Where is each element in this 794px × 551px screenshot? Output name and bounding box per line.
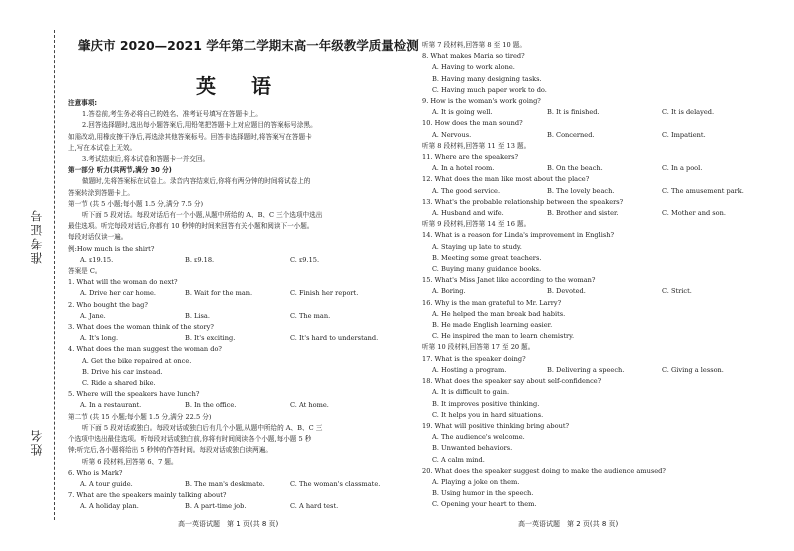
part1-instruction: 答案转涂到答题卡上。	[68, 188, 134, 197]
option-a: A. Jane.	[80, 311, 106, 320]
cut-line	[54, 30, 55, 520]
section-intro: 听第 10 段材料,回答第 17 至 20 题。	[422, 343, 535, 352]
option-b: B. The man's deskmate.	[185, 479, 265, 488]
question: 5. Where will the speakers have lunch?	[68, 390, 200, 399]
section2-instruction: 个选项中选出最佳选项。听每段对话或独白前,你将有时间阅读各个小题,每小题 5 秒	[68, 435, 312, 444]
option-b: B. He made English learning easier.	[432, 321, 553, 330]
option-b: B. Unwanted behaviors.	[432, 444, 513, 453]
option-a: A. A tour guide.	[80, 479, 133, 488]
section2-instruction: 听下面 5 段对话或独白。每段对话或独白后有几个小题,从题中所给的 A、B、C 三	[82, 423, 323, 432]
option-a: A. Boring.	[432, 287, 466, 296]
options-row	[68, 479, 413, 490]
option-c: C. A calm mind.	[432, 455, 485, 464]
section-intro: 听第 9 段材料,回答第 14 至 16 题。	[422, 220, 531, 229]
question: 13. What's the probable relationship between the speakers?	[422, 197, 624, 206]
page-1-body	[68, 98, 413, 513]
question: 20. What does the speaker suggest doing to make the audience amused?	[422, 466, 666, 475]
question: 4. What does the man suggest the woman do?	[68, 345, 222, 354]
part1-heading: 第一部分 听力(共两节,满分 30 分)	[68, 166, 172, 175]
option-a: A. Playing a joke on them.	[432, 477, 520, 486]
option-b: B. On the beach.	[547, 164, 603, 173]
option-b: B. ₤9.18.	[185, 255, 215, 264]
options-row	[422, 107, 774, 118]
question: 2. Who bought the bag?	[68, 300, 148, 309]
options-row	[68, 333, 413, 344]
options-row	[422, 163, 774, 174]
option-a: A. Having to work alone.	[432, 63, 515, 72]
question: 7. What are the speakers mainly talking about?	[68, 491, 227, 500]
option-b: B. Delivering a speech.	[547, 365, 625, 374]
question: 3. What does the woman think of the story?	[68, 323, 214, 332]
question: 10. How does the man sound?	[422, 119, 523, 128]
option-a: A. Hosting a program.	[432, 365, 507, 374]
option-c: C. Buying many guidance books.	[432, 265, 542, 274]
option-b: B. A part-time job.	[185, 502, 247, 511]
question: 18. What does the speaker say about self-confidence?	[422, 377, 602, 386]
option-a: A. It is difficult to gain.	[432, 388, 510, 397]
option-b: B. Brother and sister.	[547, 209, 619, 218]
note-line: 3.考试结束后,将本试卷和答题卡一并交回。	[82, 155, 210, 164]
section-intro: 听第 8 段材料,回答第 11 至 13 题。	[422, 141, 531, 150]
example-question: 例:How much is the shirt?	[68, 244, 155, 253]
option-b: B. Having many designing tasks.	[432, 74, 542, 83]
section2-heading: 第二节 (共 15 小题;每小题 1.5 分,满分 22.5 分)	[68, 412, 212, 421]
note-line: 如需改动,用橡皮擦干净后,再选涂其他答案标号。回答非选择题时,将答案写在答题卡	[68, 132, 312, 141]
option-a: A. In a hotel room.	[432, 164, 495, 173]
option-a: A. Staying up late to study.	[432, 242, 522, 251]
section1-instruction: 每段对话仅读一遍。	[68, 233, 128, 242]
section2-instruction: 钟;听完后,各小题将给出 5 秒钟的作答时间。每段对话或独白读两遍。	[68, 446, 272, 455]
page-2	[422, 0, 774, 551]
page-1-footer: 高一英语试题 第 1 页(共 8 页)	[178, 520, 279, 528]
name-label: 姓名	[30, 428, 44, 456]
option-c: C. The woman's classmate.	[290, 479, 381, 488]
option-c: C. A hard test.	[290, 502, 339, 511]
section1-heading: 第一节 (共 5 小题;每小题 1.5 分,满分 7.5 分)	[68, 199, 204, 208]
option-a: A. The audience's welcome.	[432, 433, 525, 442]
option-a: A. The good service.	[432, 186, 501, 195]
option-c: C. Mother and son.	[662, 209, 726, 218]
section1-instruction: 最佳选项。听完每段对话后,你都有 10 秒钟的时间来回答有关小题和阅读下一小题。	[68, 222, 314, 231]
question: 9. How is the woman's work going?	[422, 97, 541, 106]
question: 16. Why is the man grateful to Mr. Larry?	[422, 298, 562, 307]
option-c: C. Finish her report.	[290, 289, 359, 298]
option-c: C. The amusement park.	[662, 186, 744, 195]
option-a: A. Drive her car home.	[80, 289, 156, 298]
exam-title: 肇庆市 2020—2021 学年第二学期末高一年级教学质量检测	[78, 38, 419, 53]
note-line: 1.答卷前,考生务必将自己的姓名、准考证号填写在答题卡上。	[82, 110, 262, 119]
options-row	[422, 130, 774, 141]
option-c: C. In a pool.	[662, 164, 703, 173]
question: 1. What will the woman do next?	[68, 278, 178, 287]
exam-number-label: 准考证号	[30, 208, 44, 264]
option-a: A. ₤19.15.	[80, 255, 114, 264]
option-a: A. He helped the man break bad habits.	[432, 309, 566, 318]
option-a: A. In a restaurant.	[80, 401, 142, 410]
option-b: B. It improves positive thinking.	[432, 399, 540, 408]
question: 8. What makes Maria so tired?	[422, 52, 525, 61]
option-c: C. Having much paper work to do.	[432, 85, 547, 94]
option-c: C. It's hard to understand.	[290, 334, 379, 343]
option-c: C. Impatient.	[662, 130, 706, 139]
options-row	[422, 365, 774, 376]
section2-instruction: 听第 6 段材料,回答第 6、7 题。	[82, 457, 178, 466]
option-c: C. He inspired the man to learn chemistry.	[432, 332, 575, 341]
page-2-footer: 高一英语试题 第 2 页(共 8 页)	[518, 520, 619, 528]
option-c: C. Opening your heart to them.	[432, 500, 537, 509]
part1-instruction: 做题时,先将答案标在试卷上。录音内容结束后,你将有两分钟的时间将试卷上的	[82, 177, 311, 186]
options-row	[68, 288, 413, 299]
option-c: C. At home.	[290, 401, 329, 410]
option-b: B. Lisa.	[185, 311, 210, 320]
option-b: B. It is finished.	[547, 108, 600, 117]
subject-title: 英 语	[196, 74, 285, 98]
option-c: C. Giving a lesson.	[662, 365, 724, 374]
option-b: B. In the office.	[185, 401, 237, 410]
page-2-body	[422, 40, 774, 511]
option-a: A. Husband and wife.	[432, 209, 504, 218]
question: 6. Who is Mark?	[68, 468, 123, 477]
options-row	[68, 501, 413, 512]
options-row	[68, 400, 413, 411]
options-row	[68, 311, 413, 322]
binding-margin	[28, 30, 68, 520]
option-b: B. It's exciting.	[185, 334, 236, 343]
section-intro: 听第 7 段材料,回答第 8 至 10 题。	[422, 41, 526, 49]
question: 15. What's Miss Janet like according to the woman?	[422, 276, 596, 285]
option-c: C. It is delayed.	[662, 108, 715, 117]
example-options	[68, 255, 413, 266]
option-a: A. It's long.	[80, 334, 119, 343]
page-1	[68, 0, 419, 551]
option-a: A. Get the bike repaired at once.	[82, 356, 192, 365]
note-line: 上,写在本试卷上无效。	[68, 143, 137, 152]
option-a: A. Nervous.	[432, 130, 472, 139]
option-b: B. Drive his car instead.	[82, 367, 163, 376]
option-c: C. ₤9.15.	[290, 255, 320, 264]
option-b: B. Using humor in the speech.	[432, 489, 534, 498]
option-b: B. Devoted.	[547, 287, 586, 296]
option-a: A. A holiday plan.	[80, 502, 139, 511]
question: 12. What does the man like most about the place?	[422, 175, 590, 184]
example-answer: 答案是 C。	[68, 267, 102, 276]
option-c: C. The man.	[290, 311, 331, 320]
note-line: 2.回答选择题时,选出每小题答案后,用铅笔把答题卡上对应题目的答案标号涂黑。	[82, 121, 317, 130]
notes-heading: 注意事项:	[68, 99, 98, 107]
option-c: C. It helps you in hard situations.	[432, 410, 544, 419]
options-row	[422, 208, 774, 219]
option-c: C. Strict.	[662, 287, 692, 296]
option-b: B. Wait for the man.	[185, 289, 253, 298]
options-row	[422, 186, 774, 197]
question: 11. Where are the speakers?	[422, 153, 519, 162]
section1-instruction: 听下面 5 段对话。每段对话后有一个小题,从题中所给的 A、B、C 三个选项中选出	[82, 211, 323, 220]
option-b: B. Meeting some great teachers.	[432, 253, 542, 262]
question: 19. What will positive thinking bring about?	[422, 421, 570, 430]
option-b: B. The lovely beach.	[547, 186, 615, 195]
question: 14. What is a reason for Linda's improvement in English?	[422, 231, 615, 240]
option-b: B. Concerned.	[547, 130, 595, 139]
option-a: A. It is going well.	[432, 108, 493, 117]
question: 17. What is the speaker doing?	[422, 354, 526, 363]
options-row	[422, 286, 774, 297]
option-c: C. Ride a shared bike.	[82, 379, 156, 388]
